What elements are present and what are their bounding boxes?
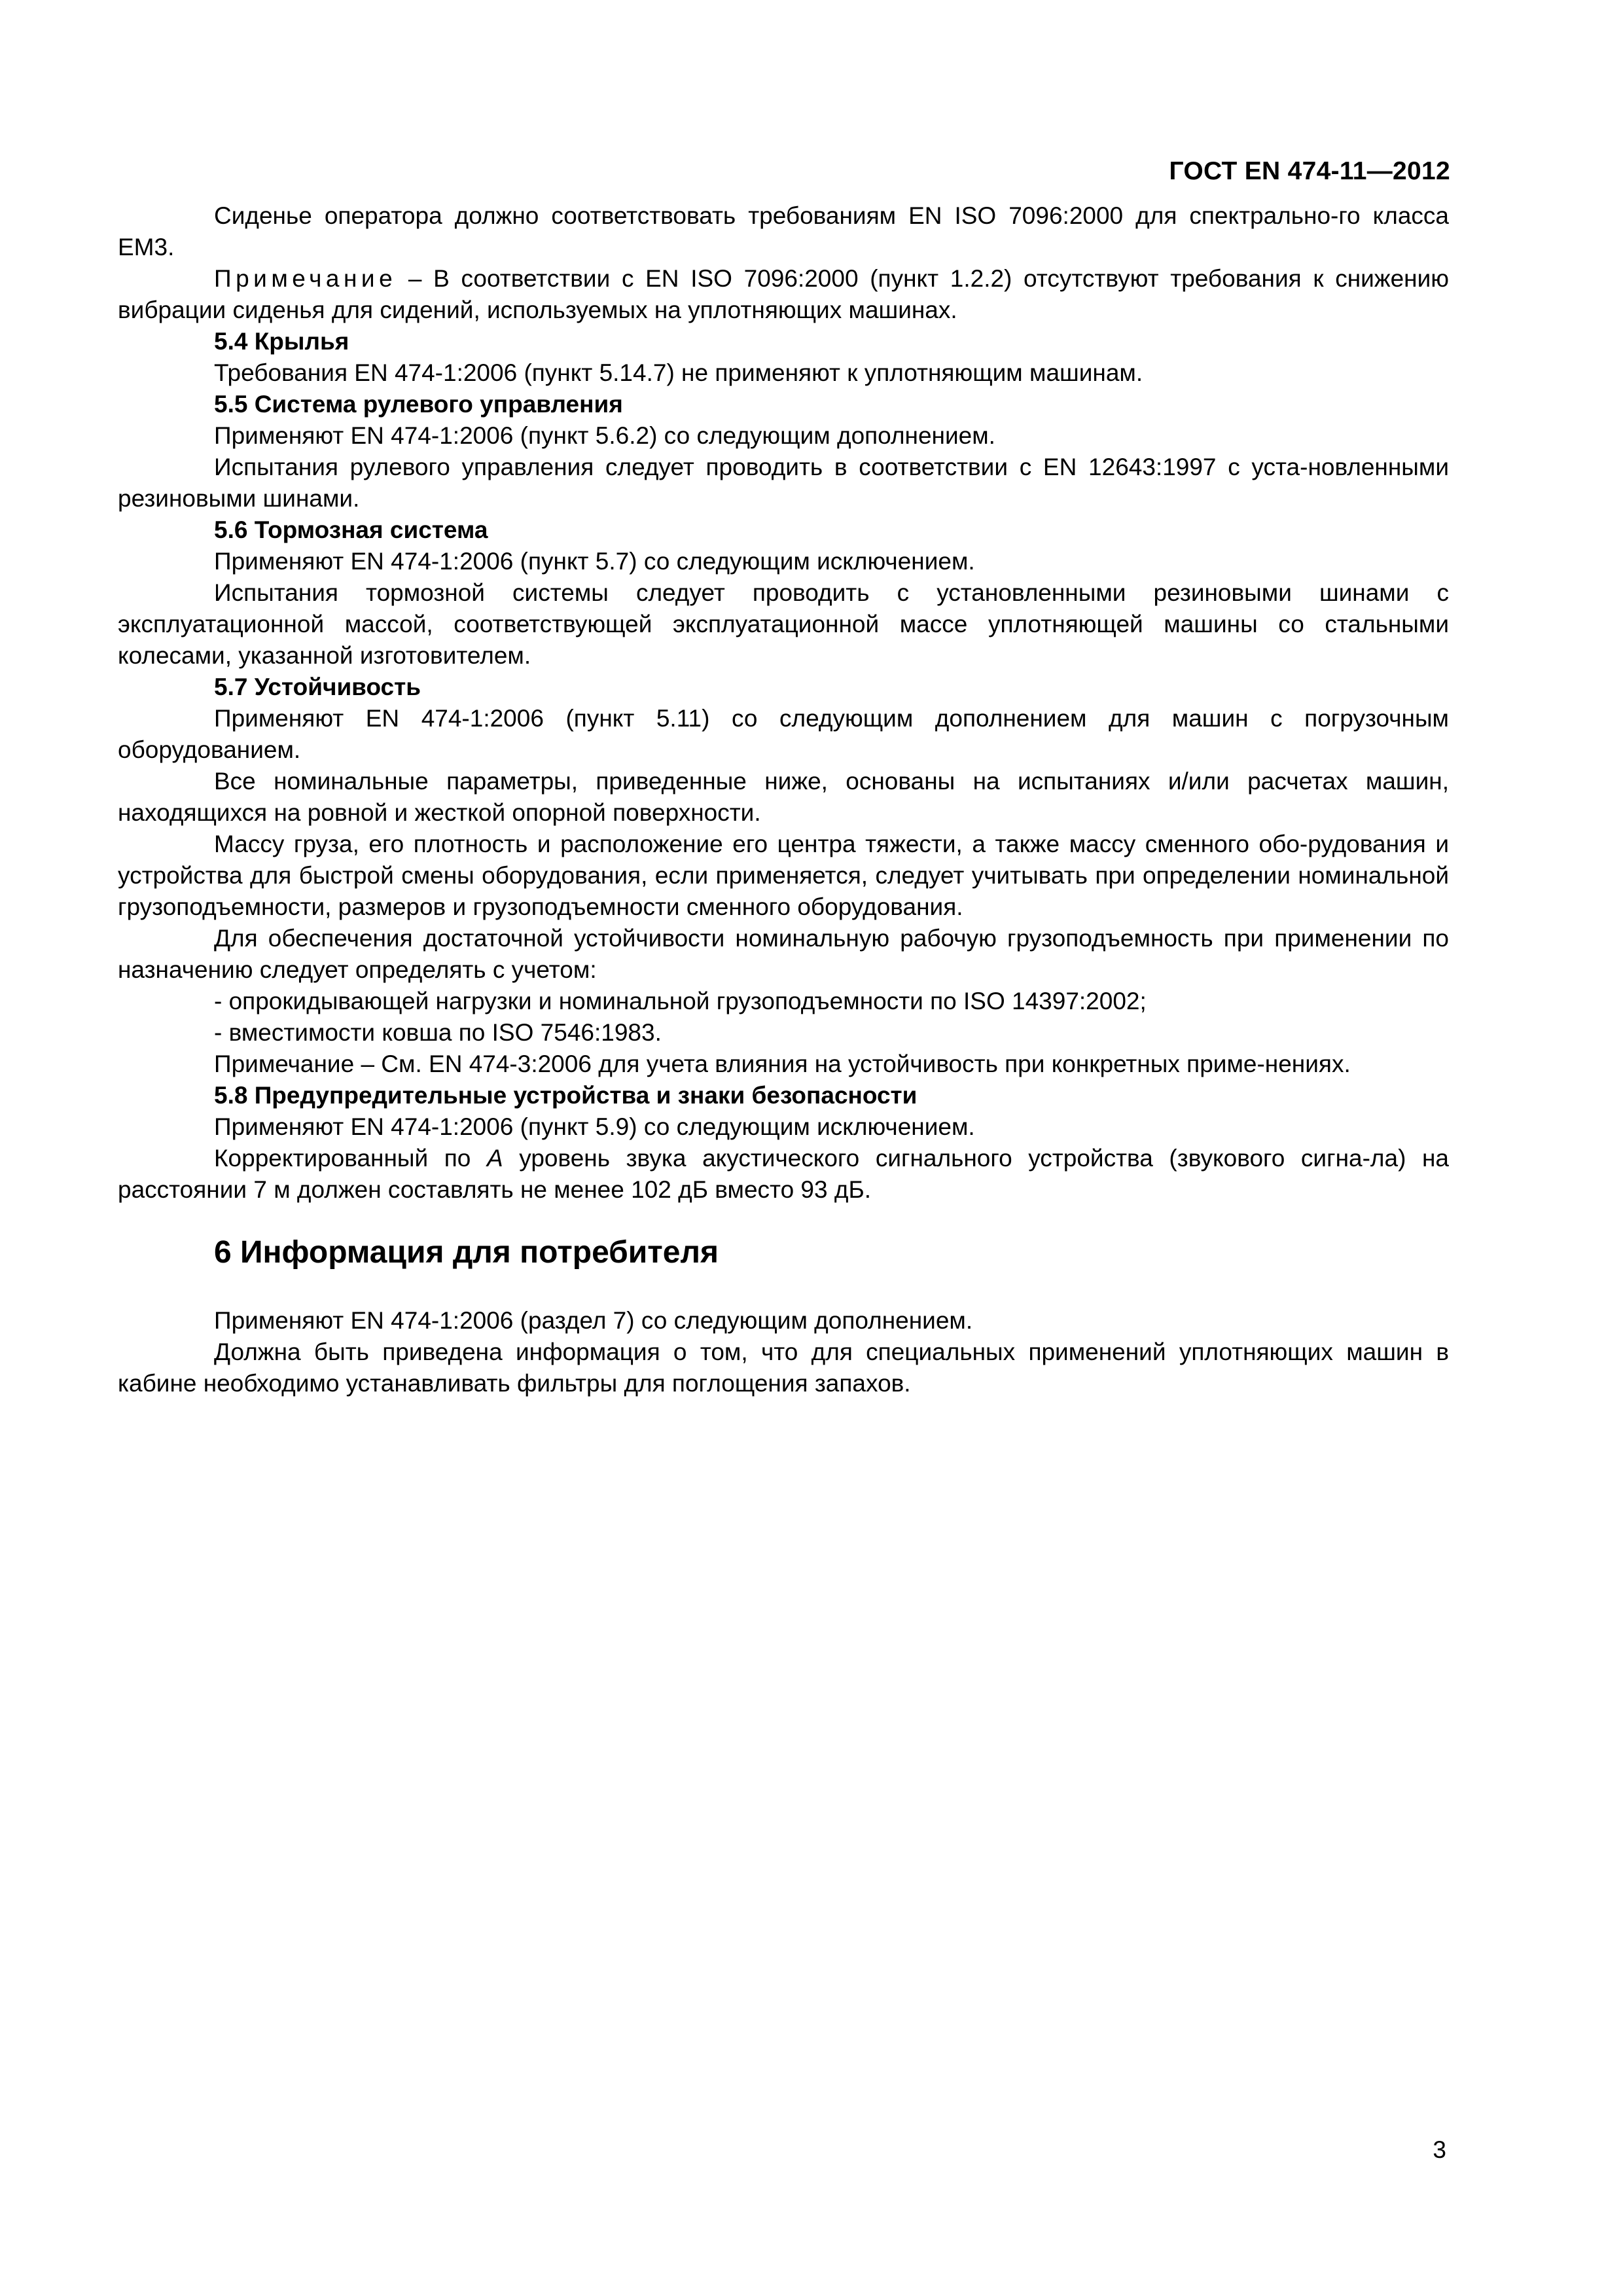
paragraph: Применяют EN 474-1:2006 (пункт 5.11) со следующим дополнением для машин с погрузочным оборудованием. (118, 705, 1449, 763)
section-heading-5-4: 5.4 Крылья (214, 328, 349, 355)
paragraph: Все номинальные параметры, приведенные ниже, основаны на испытаниях и/или расчетах машин, находящихся на ровной и жесткой опорной поверхности. (118, 768, 1449, 826)
note-label: Примечание (214, 265, 397, 292)
paragraph: Для обеспечения достаточной устойчивости номинальную рабочую грузоподъемность при применении по назначению следует определять с учетом: (118, 925, 1449, 983)
paragraph: Испытания рулевого управления следует проводить в соответствии с EN 12643:1997 с уста-новленными резиновыми шинами. (118, 454, 1449, 512)
section-heading-5-7: 5.7 Устойчивость (214, 673, 421, 700)
paragraph: Требования EN 474-1:2006 (пункт 5.14.7) не применяют к уплотняющим машинам. (214, 359, 1143, 386)
section-heading-5-5: 5.5 Система рулевого управления (214, 391, 623, 418)
page-number: 3 (1433, 2136, 1446, 2163)
paragraph: Применяют EN 474-1:2006 (раздел 7) со следующим дополнением. (214, 1307, 973, 1334)
paragraph: Применяют EN 474-1:2006 (пункт 5.6.2) со следующим дополнением. (214, 422, 995, 449)
section-heading-6: 6 Информация для потребителя (214, 1235, 719, 1270)
paragraph: Применяют EN 474-1:2006 (пункт 5.7) со следующим исключением. (214, 548, 975, 575)
note-paragraph: Примечание – См. EN 474-3:2006 для учета влияния на устойчивость при конкретных приме-нениях. (214, 1050, 1351, 1077)
paragraph: Испытания тормозной системы следует проводить с установленными резиновыми шинами с эксплуатационной массой, соответствующей эксплуатационной массе уплотняющей машины со стальными колесами, указанной изготовителем. (118, 579, 1449, 669)
paragraph: Должна быть приведена информация о том, что для специальных применений уплотняющих машин в кабине необходимо устанавливать фильтры для поглощения запахов. (118, 1338, 1449, 1397)
list-item: - вместимости ковша по ISO 7546:1983. (214, 1019, 662, 1046)
note-paragraph (118, 263, 1449, 326)
paragraph: Сиденье оператора должно соответствовать требованиям EN ISO 7096:2000 для спектрально-го класса EM3. (118, 202, 1449, 260)
italic-letter: А (486, 1145, 503, 1172)
document-header-id: ГОСТ EN 474-11—2012 (1169, 157, 1450, 185)
paragraph: Корректированный по А уровень звука акустического сигнального устройства (звукового сигна-ла) на расстоянии 7 м должен составлять не менее 102 дБ вместо 93 дБ. (118, 1145, 1449, 1203)
note-text: – В соответствии с EN ISO 7096:2000 (пункт 1.2.2) отсутствуют требования к снижению вибрации сиденья для сидений, используемых на уплотняющих машинах. (118, 265, 1449, 323)
paragraph: Массу груза, его плотность и расположение его центра тяжести, а также массу сменного обо-рудования и устройства для быстрой смены оборудования, если применяется, следует учитывать при определении номинальной грузоподъемности, размеров и грузоподъемности сменного оборудования. (118, 831, 1449, 920)
section-heading-5-8: 5.8 Предупредительные устройства и знаки безопасности (214, 1082, 918, 1109)
section-heading-5-6: 5.6 Тормозная система (214, 516, 488, 543)
paragraph: Применяют EN 474-1:2006 (пункт 5.9) со следующим исключением. (214, 1113, 975, 1140)
document-body (118, 200, 1449, 1399)
list-item: - опрокидывающей нагрузки и номинальной грузоподъемности по ISO 14397:2002; (214, 988, 1147, 1014)
